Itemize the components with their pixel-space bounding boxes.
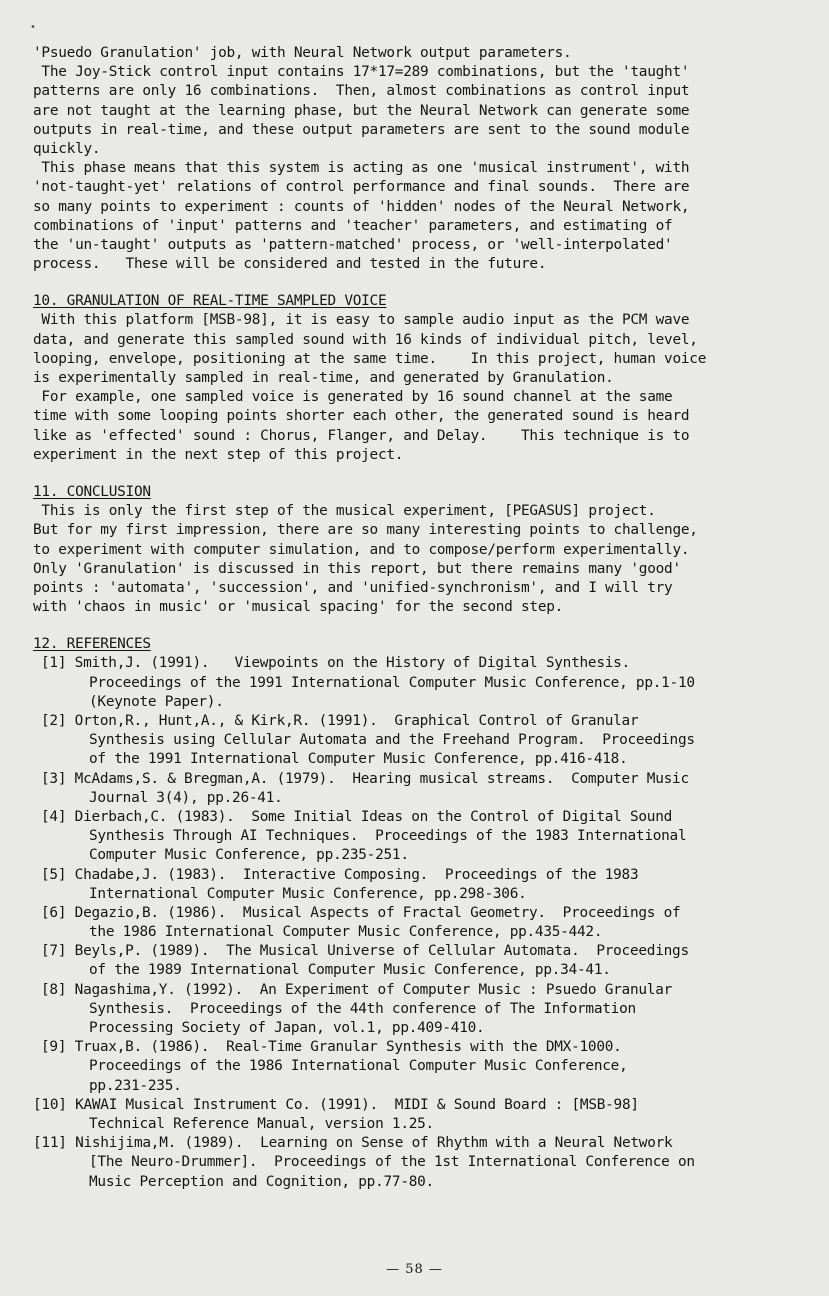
reference-item	[33, 942, 813, 980]
reference-head: [4] Dierbach,C. (1983). Some Initial Ideas on the Control of Digital Sound	[41, 808, 673, 825]
reference-head: [2] Orton,R., Hunt,A., & Kirk,R. (1991). Graphical Control of Granular	[41, 713, 639, 729]
reference-cont: (Keynote Paper).	[89, 693, 224, 710]
reference-item	[33, 808, 813, 866]
paragraph-granulation-job	[33, 44, 813, 159]
reference-head: [3] McAdams,S. & Bregman,A. (1979). Hearing musical streams. Computer Music	[41, 770, 689, 787]
section-heading: 10. GRANULATION OF REAL-TIME SAMPLED VOICE	[33, 293, 387, 310]
text-line: Only 'Granulation' is discussed in this report, but there remains many 'good'	[33, 560, 681, 577]
text-line: data, and generate this sampled sound with 16 kinds of individual pitch, level,	[33, 331, 698, 348]
reference-item	[33, 904, 813, 942]
reference-head: [10] KAWAI Musical Instrument Co. (1991). MIDI & Sound Board : [MSB-98]	[33, 1096, 639, 1113]
text-line: to experiment with computer simulation, and to compose/perform experimentally.	[33, 541, 690, 558]
reference-cont: of the 1989 International Computer Music Conference, pp.34-41.	[89, 962, 611, 979]
text-line: 'Psuedo Granulation' job, with Neural Network output parameters.	[33, 45, 572, 61]
text-line: But for my first impression, there are so many interesting points to challenge,	[33, 522, 698, 539]
text-line: patterns are only 16 combinations. Then, almost combinations as control input	[33, 83, 690, 100]
reference-head: [7] Beyls,P. (1989). The Musical Universe of Cellular Automata. Proceedings	[41, 943, 689, 960]
text-line: time with some looping points shorter each other, the generated sound is heard	[33, 408, 690, 425]
section-heading: 11. CONCLUSION	[33, 483, 151, 500]
reference-cont: Computer Music Conference, pp.235-251.	[89, 847, 409, 864]
text-line: The Joy-Stick control input contains 17*17=289 combinations, but the 'taught'	[33, 64, 690, 81]
reference-cont: Synthesis. Proceedings of the 44th conference of The Information	[89, 1000, 636, 1017]
text-line: For example, one sampled voice is generated by 16 sound channel at the same	[33, 389, 673, 406]
reference-head: [11] Nishijima,M. (1989). Learning on Sense of Rhythm with a Neural Network	[33, 1135, 673, 1152]
reference-cont: Synthesis Through AI Techniques. Proceedings of the 1983 International	[89, 828, 687, 845]
section-12-references	[33, 635, 813, 1191]
text-line: outputs in real-time, and these output parameters are sent to the sound module	[33, 121, 690, 138]
text-line: 'not-taught-yet' relations of control performance and final sounds. There are	[33, 179, 690, 196]
reference-cont: Technical Reference Manual, version 1.25.	[89, 1115, 434, 1132]
reference-item	[33, 981, 813, 1039]
reference-item	[33, 1134, 813, 1192]
reference-item	[33, 654, 813, 712]
reference-cont: of the 1991 International Computer Music Conference, pp.416-418.	[89, 751, 628, 768]
reference-head: [8] Nagashima,Y. (1992). An Experiment of Computer Music : Psuedo Granular	[41, 981, 673, 998]
section-10	[33, 292, 813, 465]
reference-item	[33, 770, 813, 808]
reference-cont: Proceedings of the 1986 International Computer Music Conference,	[89, 1058, 628, 1075]
reference-head: [1] Smith,J. (1991). Viewpoints on the History of Digital Synthesis.	[41, 655, 630, 672]
reference-cont: Synthesis using Cellular Automata and the Freehand Program. Proceedings	[89, 732, 695, 749]
page-number: — 58 —	[386, 1262, 443, 1277]
reference-item	[33, 1038, 813, 1096]
reference-item	[33, 712, 813, 770]
text-line: is experimentally sampled in real-time, and generated by Granulation.	[33, 370, 614, 386]
reference-cont: the 1986 International Computer Music Conference, pp.435-442.	[89, 924, 603, 941]
reference-cont: [The Neuro-Drummer]. Proceedings of the 1st International Conference on	[89, 1154, 695, 1171]
text-line: so many points to experiment : counts of 'hidden' nodes of the Neural Network,	[33, 198, 690, 215]
text-line: quickly.	[33, 140, 101, 157]
reference-cont: Music Perception and Cognition, pp.77-80.	[89, 1173, 434, 1190]
reference-head: [9] Truax,B. (1986). Real-Time Granular Synthesis with the DMX-1000.	[41, 1039, 622, 1056]
text-line: experiment in the next step of this project.	[33, 446, 404, 463]
reference-item	[33, 866, 813, 904]
text-line: combinations of 'input' patterns and 'teacher' parameters, and estimating of	[33, 217, 673, 234]
text-line: points : 'automata', 'succession', and 'unified-synchronism', and I will try	[33, 579, 673, 596]
text-line: like as 'effected' sound : Chorus, Flanger, and Delay. This technique is to	[33, 427, 690, 444]
paragraph-musical-instrument	[33, 159, 813, 274]
text-line: the 'un-taught' outputs as 'pattern-matched' process, or 'well-interpolated'	[33, 236, 673, 253]
text-line: With this platform [MSB-98], it is easy to sample audio input as the PCM wave	[33, 312, 690, 329]
text-line: looping, envelope, positioning at the same time. In this project, human voice	[33, 350, 707, 367]
reference-cont: Proceedings of the 1991 International Computer Music Conference, pp.1-10	[89, 674, 695, 691]
reference-head: [5] Chadabe,J. (1983). Interactive Composing. Proceedings of the 1983	[41, 866, 639, 883]
reference-cont: International Computer Music Conference, pp.298-306.	[89, 885, 527, 902]
page-body	[33, 44, 813, 1192]
text-line: This is only the first step of the musical experiment, [PEGASUS] project.	[33, 503, 656, 520]
text-line: This phase means that this system is acting as one 'musical instrument', with	[33, 160, 690, 177]
reference-item	[33, 1096, 813, 1134]
reference-cont: Processing Society of Japan, vol.1, pp.409-410.	[89, 1020, 485, 1036]
text-line: with 'chaos in music' or 'musical spacing' for the second step.	[33, 599, 564, 616]
reference-cont: Journal 3(4), pp.26-41.	[89, 789, 283, 806]
scan-mark: •	[30, 22, 37, 33]
text-line: process. These will be considered and tested in the future.	[33, 256, 547, 273]
section-heading: 12. REFERENCES	[33, 636, 151, 653]
text-line: are not taught at the learning phase, but the Neural Network can generate some	[33, 102, 690, 119]
reference-cont: pp.231-235.	[89, 1077, 182, 1094]
reference-head: [6] Degazio,B. (1986). Musical Aspects of Fractal Geometry. Proceedings of	[41, 904, 681, 921]
section-11	[33, 483, 813, 617]
